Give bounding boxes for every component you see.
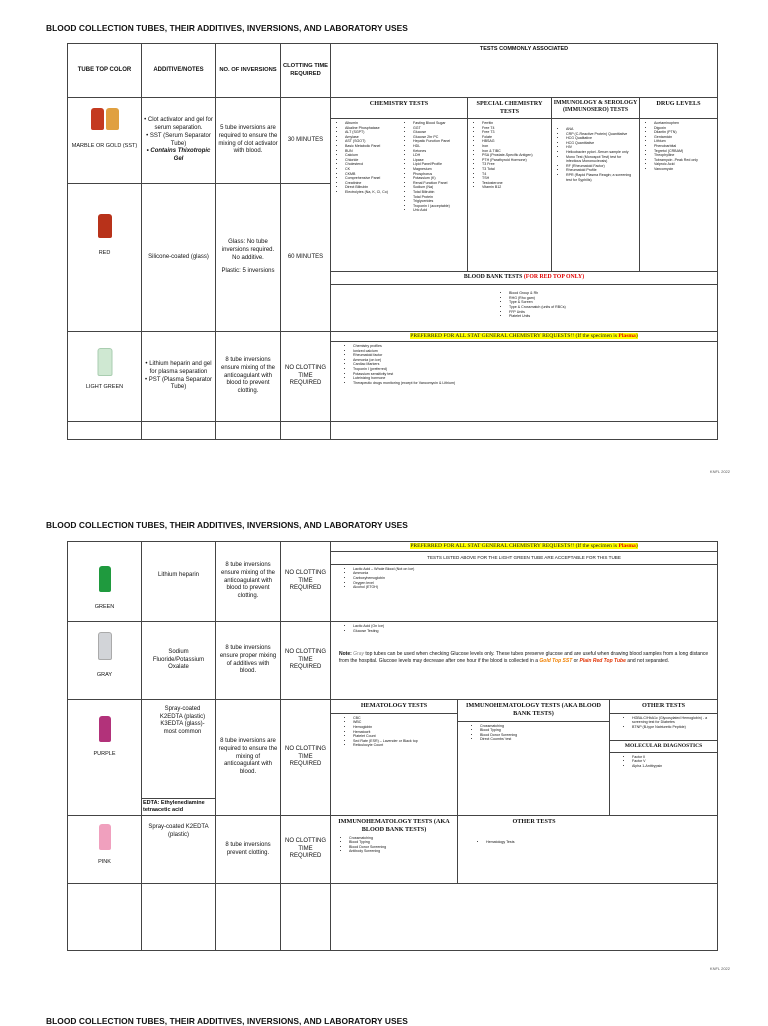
gold-tube-image <box>91 108 119 130</box>
hema-item: • WBC <box>353 720 457 725</box>
immuno-item: • HCG Qualitative <box>566 136 637 141</box>
special-chem-item: • Ferritin <box>482 121 549 126</box>
col-header-additive: ADDITIVE/NOTES <box>142 44 216 98</box>
page3-title: BLOOD COLLECTION TUBES, THEIR ADDITIVES, INVERSIONS, AND LABORATORY USES <box>46 1016 408 1026</box>
marble-tube-cap <box>91 108 104 130</box>
green-test-item: • Alcohol (ETOH) <box>353 585 717 590</box>
chem-test-item: • Amylase <box>345 135 397 140</box>
lightgreen-preferred-plasma: Plasma <box>618 333 636 339</box>
chem-test-item: • LDH <box>413 153 465 158</box>
chem-test-item: • AST (SGOT) <box>345 139 397 144</box>
immuno-item: • RF (Rheumatoid Factor) <box>566 164 637 169</box>
chem-test-item: • Albumin <box>345 121 397 126</box>
additive-gray: Sodium Fluoride/Potassium Oxalate <box>142 622 216 700</box>
page2-title: BLOOD COLLECTION TUBES, THEIR ADDITIVES, INVERSIONS, AND LABORATORY USES <box>46 520 408 530</box>
drug-item: • Lithium <box>654 139 715 144</box>
chem-test-item: • ALT (SGPT) <box>345 130 397 135</box>
chem-test-item: • Sodium (Na) <box>413 185 465 190</box>
col-header-tube: TUBE TOP COLOR <box>68 44 142 98</box>
pink-other-title: OTHER TESTS <box>512 818 556 825</box>
additive-gold-line2: • SST (Serum Separator Tube) <box>146 132 211 147</box>
special-chem-item: • T3 Total <box>482 167 549 172</box>
red-tube-cap <box>98 214 112 238</box>
p1-empty-2 <box>142 422 216 440</box>
pink-immuno-item: • Crossmatching <box>349 836 457 841</box>
tests-commonly-associated: TESTS COMMONLY ASSOCIATED <box>479 46 569 52</box>
bloodbank-item: • Platelet Units <box>509 314 717 319</box>
tube-name-purple: PURPLE <box>93 751 116 757</box>
gray-note-gray: Gray <box>353 651 365 658</box>
chem-test-item: • Uric Acid <box>413 208 465 213</box>
chem-test-item: • Glucose 2hr PC <box>413 135 465 140</box>
clot-lightgreen: NO CLOTTING TIME REQUIRED <box>281 332 331 422</box>
gray-note-label: Note: <box>339 651 352 658</box>
green-preferred-text: PREFERRED FOR ALL STAT GENERAL CHEMISTRY REQUESTS!! (If the specimen is <box>410 543 619 549</box>
drug-item: • Acetaminophen <box>654 121 715 126</box>
chem-list-1 <box>335 121 397 195</box>
immuno-item: • HCG Quantitative <box>566 141 637 146</box>
inversions-pink: 8 tube inversions prevent clotting. <box>216 816 281 884</box>
inversions-gold: 5 tube inversions are required to ensure the mixing of clot activator with blood. <box>216 98 281 184</box>
col-header-inversions: NO. OF INVERSIONS <box>216 44 281 98</box>
immuno-item: • Helicobacter pylori -Serum sample only <box>566 150 637 155</box>
drug-item: • Phenobarbital <box>654 144 715 149</box>
green-test-item: • Oxygen level <box>353 581 717 586</box>
gray-note-or: or <box>572 657 580 664</box>
pink-immuno-title: IMMUNOHEMATOLOGY TESTS (AKA BLOOD BANK TESTS) <box>338 818 450 833</box>
bloodbank-title-text: BLOOD BANK TESTS <box>463 274 523 280</box>
drug-title: DRUG LEVELS <box>640 98 717 119</box>
gray-test-item: • Glucose Testing <box>353 629 717 634</box>
clot-pink: NO CLOTTING TIME REQUIRED <box>281 816 331 884</box>
page1-title: BLOOD COLLECTION TUBES, THEIR ADDITIVES, INVERSIONS, AND LABORATORY USES <box>46 23 408 33</box>
additive-purple <box>142 700 216 816</box>
chem-tests-title: CHEMISTRY TESTS <box>331 98 467 119</box>
green-test-item: • Carboxyhemoglobin <box>353 576 717 581</box>
special-chem-item: • Free T4 <box>482 126 549 131</box>
green-preferred-highlight <box>410 543 637 549</box>
pink-immuno-item: • Blood Typing <box>349 840 457 845</box>
chem-test-item: • Electrolytes (Na, K, Cl, Co) <box>345 190 397 195</box>
col-header-clotting: CLOTTING TIME REQUIRED <box>281 44 331 98</box>
immuno-item: • Mono Test (Monospot Test) test for infectious Mononucleosis) <box>566 155 637 164</box>
gray-test-item: • Lactic Acid (On Ice) <box>353 624 717 629</box>
tube-name-gray: GRAY <box>96 672 113 678</box>
chem-test-item: • HDL <box>413 144 465 149</box>
p2-empty-3 <box>216 884 281 951</box>
chem-tests-cell <box>331 98 468 272</box>
inversions-gray: 8 tube inversions ensure proper mixing of additives with blood. <box>216 622 281 700</box>
green-test-item: • Lactic Acid – Whole Blood (Not on Ice) <box>353 567 717 572</box>
inversions-lightgreen: 8 tube inversions ensure mixing of the anticoagulant with blood to prevent clotting. <box>216 332 281 422</box>
p1-empty-4 <box>281 422 331 440</box>
molecular-item: • Alpha 1-Antitrypsin <box>632 764 717 769</box>
purple-other-list <box>622 716 715 730</box>
drug-list <box>644 121 715 172</box>
chem-test-item: • Alkaline Phosphatase <box>345 126 397 131</box>
lightgreen-test-item: • Troponin I (preferred) <box>353 367 717 372</box>
drug-item: • Theophylline <box>654 153 715 158</box>
tube-name-red: RED <box>98 250 111 256</box>
additive-gold-line3: • Contains Thixotropic Gel <box>146 148 211 163</box>
chem-test-item: • Fasting Blood Sugar <box>413 121 465 126</box>
page2-table <box>67 541 718 951</box>
molecular-list <box>622 755 717 769</box>
hema-title: HEMATOLOGY TESTS <box>331 700 457 714</box>
inversions-purple: 8 tube inversions are required to ensure the mixing of anticoagulant with blood. <box>216 700 281 816</box>
tube-cell-red <box>68 184 142 332</box>
page2-footer: KNFL 2022 <box>709 966 730 971</box>
immuno-item: • CRP (C-Reactive Protein) Quantitative <box>566 132 637 137</box>
pink-immuno-item: • Antibody Screening <box>349 849 457 854</box>
clot-red: 60 MINUTES <box>281 184 331 332</box>
inversions-red <box>216 184 281 332</box>
hema-cell <box>331 700 458 816</box>
clot-purple: NO CLOTTING TIME REQUIRED <box>281 700 331 816</box>
immuno-list <box>556 127 637 182</box>
edta-note: EDTA: Ethylenediamine tetraacetic acid <box>142 798 215 815</box>
additive-gold-line1: • Clot activator and gel for serum separation. <box>144 117 213 131</box>
chem-test-item: • Phosphorus <box>413 172 465 177</box>
tube-cell-purple <box>68 700 142 816</box>
inversions-green: 8 tube inversions ensure mixing of the anticoagulant with blood to prevent clotting. <box>216 542 281 622</box>
molecular-title: MOLECULAR DIAGNOSTICS <box>610 740 717 753</box>
gold-tube-cap <box>106 108 119 130</box>
pink-immuno-list <box>339 836 457 854</box>
green-tests-cell <box>331 542 718 622</box>
lightgreen-tests-list <box>343 344 717 385</box>
chem-test-item: • CK <box>345 167 397 172</box>
special-chem-cell <box>468 98 552 272</box>
bloodbank-item: • RHG (Rho gam) <box>509 296 717 301</box>
special-chem-item: • Iron <box>482 144 549 149</box>
hema-item: • Reticulocyte Count <box>353 743 457 748</box>
chem-test-item: • Hepatic Function Panel <box>413 139 465 144</box>
lightgreen-test-item: • Ammonia (on ice) <box>353 358 717 363</box>
hema-item: • Sed Rate (ESR) – Lavender or Black top <box>353 739 457 744</box>
p1-empty-5 <box>331 422 718 440</box>
bloodbank-item: • Blood Group & Rh <box>509 291 717 296</box>
special-chem-item: • PSA (Prostate-Specific Antigen) <box>482 153 549 158</box>
immuno-item: • Rheumatoid Profile <box>566 168 637 173</box>
drug-cell <box>640 98 718 272</box>
chem-test-item: • Creatinine <box>345 181 397 186</box>
special-chem-item: • TSH <box>482 176 549 181</box>
gray-note-end: and not separated. <box>625 657 669 664</box>
drug-item: • Gentamicin <box>654 135 715 140</box>
hema-item: • Hematocrit <box>353 730 457 735</box>
chem-test-item: • Total Bilirubin <box>413 190 465 195</box>
purple-immuno-item: • Blood Donor Screening <box>480 733 609 738</box>
gray-tests-list <box>343 624 717 633</box>
p2-empty-2 <box>142 884 216 951</box>
immuno-cell <box>552 98 640 272</box>
p1-empty-3 <box>216 422 281 440</box>
drug-item: • Valproic Acid <box>654 162 715 167</box>
special-chem-item: • Free T3 <box>482 130 549 135</box>
special-chem-item: • Folate <box>482 135 549 140</box>
chem-test-item: • Lipid Panel/Profile <box>413 162 465 167</box>
green-listed-above: TESTS LISTED ABOVE FOR THE LIGHT GREEN TUBE ARE ACCEPTABLE FOR THIS TUBE <box>331 552 717 565</box>
pink-immuno-cell <box>331 816 458 884</box>
bloodbank-item: • Type & Screen <box>509 300 717 305</box>
page1-table <box>67 43 718 440</box>
additive-lightgreen-line1: • Lithium heparin and gel for plasma separation <box>145 360 212 375</box>
tests-header <box>331 44 718 98</box>
lightgreen-test-item: • Cardiac Markers <box>353 362 717 367</box>
page1-footer: KNFL 2022 <box>709 469 730 474</box>
chem-test-item: • Ketones <box>413 149 465 154</box>
pink-tube-cap <box>99 824 111 850</box>
tube-name-pink: PINK <box>98 859 111 865</box>
gray-tests-cell <box>331 622 718 700</box>
inversions-red-plastic: Plastic: 5 inversions <box>221 268 275 275</box>
special-chem-title: SPECIAL CHEMISTRY TESTS <box>468 98 551 119</box>
drug-item: • Tegretol (CRBAM) <box>654 149 715 154</box>
chem-test-item: • Glucose <box>413 130 465 135</box>
chem-test-item: • Direct Bilirubin <box>345 185 397 190</box>
lightgreen-test-item: • Rheumatoid factor <box>353 353 717 358</box>
clot-gold: 30 MINUTES <box>281 98 331 184</box>
lightgreen-preferred-text: PREFERRED FOR ALL STAT GENERAL CHEMISTRY REQUESTS!! (If the specimen is <box>410 333 619 339</box>
green-preferred-plasma: Plasma <box>618 543 636 549</box>
tube-name-green: GREEN <box>94 604 115 610</box>
lightgreen-preferred-highlight <box>410 333 637 339</box>
drug-item: • Dilantin (PTN) <box>654 130 715 135</box>
special-chem-item: • T3 Free <box>482 162 549 167</box>
drug-item: • Vancomycin <box>654 167 715 172</box>
hema-item: • CBC <box>353 716 457 721</box>
gray-note-text: top tubes can be used when checking Glucose levels only. These tubes preserve glucose and are useful when drawing blood samples from a long distance from the hospital. Glucose levels may decrease after one hour if the blood is collected in a <box>339 651 709 664</box>
drug-item: • Tobramycin -Peak Red only <box>654 158 715 163</box>
chem-test-item: • Magnesium <box>413 167 465 172</box>
special-chem-list <box>472 121 549 190</box>
bloodbank-cell <box>331 272 718 332</box>
p1-empty-1 <box>68 422 142 440</box>
lightgreen-test-item: • Therapeutic drugs monitoring (except for Vancomycin & Lithium) <box>353 381 717 386</box>
special-chem-item: • Vitamin B12 <box>482 185 549 190</box>
tube-name-gold: MARBLE OR GOLD (SST) <box>71 143 138 149</box>
chem-list-2 <box>403 121 465 213</box>
chem-test-item: • Cholesterol <box>345 162 397 167</box>
lightgreen-test-item: • Ionized calcium <box>353 349 717 354</box>
tube-cell-pink <box>68 816 142 884</box>
purple-immuno-item: • Blood Typing <box>480 728 609 733</box>
tube-cell-gray <box>68 622 142 700</box>
chem-test-item: • GGT <box>413 126 465 131</box>
pink-immuno-item: • Blood Donor Screening <box>349 845 457 850</box>
p2-empty-5 <box>331 884 718 951</box>
purple-tube-cap <box>99 716 111 742</box>
chem-test-item: • Chloride <box>345 158 397 163</box>
green-tube-cap <box>99 566 111 592</box>
purple-other-cell <box>610 700 718 816</box>
immuno-item: • RPR (Rapid Plasma Reagin; a screening test for Syphilis) <box>566 173 637 182</box>
bloodbank-item: • FFP Units <box>509 310 717 315</box>
purple-immuno-title: IMMUNOHEMATOLOGY TESTS (AKA BLOOD BANK TESTS) <box>458 700 609 722</box>
green-preferred-end: ) <box>635 543 638 549</box>
tube-cell-green <box>68 542 142 622</box>
immuno-item: • ANA <box>566 127 637 132</box>
bloodbank-red-only: (FOR RED TOP ONLY) <box>523 274 585 280</box>
chem-test-item: • Troponin I (acceptable) <box>413 204 465 209</box>
additive-green: Lithium heparin <box>142 542 216 622</box>
lightgreen-test-item: • Chemistry profiles <box>353 344 717 349</box>
chem-test-item: • Calcium <box>345 153 397 158</box>
lightgreen-preferred-end: ) <box>635 333 638 339</box>
p2-empty-1 <box>68 884 142 951</box>
chem-test-item: • Potassium (K) <box>413 176 465 181</box>
purple-immuno-list <box>470 724 609 742</box>
gray-note-sst: Gold Top SST <box>539 657 573 664</box>
lightgreen-preferred <box>331 332 717 342</box>
chem-test-item: • BUN <box>345 149 397 154</box>
immuno-title: IMMUNOLOGY & SEROLOGY (IMMUNOSERO) TESTS <box>552 98 639 119</box>
tube-cell-lightgreen <box>68 332 142 422</box>
lightgreen-test-item: • Potassium sensitivity test <box>353 372 717 377</box>
tube-cell-gold <box>68 98 142 184</box>
inversions-red-glass: Glass: No tube inversions required. No additive. <box>221 238 275 261</box>
molecular-item: • Factor V <box>632 759 717 764</box>
drug-item: • Digoxin <box>654 126 715 131</box>
purple-other-title: OTHER TESTS <box>610 700 717 714</box>
chem-test-item: • Triglycerides <box>413 199 465 204</box>
chem-test-item: • Comprehensive Panel <box>345 176 397 181</box>
purple-immuno-cell <box>458 700 610 816</box>
lightgreen-tube-cap <box>97 348 112 376</box>
clot-green: NO CLOTTING TIME REQUIRED <box>281 542 331 622</box>
lightgreen-tests-cell <box>331 332 718 422</box>
chem-test-item: • CKMB <box>345 172 397 177</box>
chem-test-item: • Total Protein <box>413 195 465 200</box>
bloodbank-list <box>499 291 717 319</box>
hema-item: • Hemoglobin <box>353 725 457 730</box>
special-chem-item: • Testosterone <box>482 181 549 186</box>
special-chem-item: • PTH (Parathyroid Hormone) <box>482 158 549 163</box>
gray-note-red: Plain Red Top Tube <box>579 657 626 664</box>
additive-lightgreen-line2: • PST (Plasma Separator Tube) <box>144 376 213 391</box>
hema-list <box>343 716 457 748</box>
lightgreen-test-item: • Luteinizing hormone <box>353 376 717 381</box>
gray-note <box>331 633 717 665</box>
chem-test-item: • Basic Metabolic Panel <box>345 144 397 149</box>
bloodbank-title <box>331 272 717 285</box>
immuno-item: • HIV <box>566 145 637 150</box>
purple-other-item: • HGBA-C/HbA1c (Glycosylated Hemoglobin) - a screening test for Diabetes <box>632 716 715 725</box>
additive-purple-line2: K3EDTA (glass)- most common <box>160 721 205 735</box>
molecular-item: • Factor II <box>632 755 717 760</box>
clot-gray: NO CLOTTING TIME REQUIRED <box>281 622 331 700</box>
green-tests-list <box>343 567 717 590</box>
bloodbank-item: • Type & Crossmatch (units of RBCs) <box>509 305 717 310</box>
pink-other-list <box>476 840 717 845</box>
additive-red: Silicone-coated (glass) <box>142 184 216 332</box>
special-chem-item: • Iron & TIBC <box>482 149 549 154</box>
special-chem-item: • HBSAG <box>482 139 549 144</box>
gray-tube-cap <box>98 632 112 660</box>
green-preferred <box>331 542 717 552</box>
special-chem-item: • T4 <box>482 172 549 177</box>
tube-name-lightgreen: LIGHT GREEN <box>85 384 124 390</box>
additive-pink: Spray-coated K2EDTA (plastic) <box>142 816 216 884</box>
additive-gold <box>142 98 216 184</box>
additive-lightgreen <box>142 332 216 422</box>
pink-other-item: • Hematology Tests <box>486 840 717 845</box>
p2-empty-4 <box>281 884 331 951</box>
pink-other-cell <box>458 816 718 884</box>
purple-immuno-item: • Direct Coombs' test <box>480 737 609 742</box>
purple-other-item: • BTNP (B-type Natriuretic Peptide) <box>632 725 715 730</box>
purple-immuno-item: • Crossmatching <box>480 724 609 729</box>
additive-purple-line1: Spray-coated K2EDTA (plastic) <box>159 706 206 720</box>
chem-test-item: • Lipase <box>413 158 465 163</box>
chem-test-item: • Renal Function Panel <box>413 181 465 186</box>
hema-item: • Platelet Count <box>353 734 457 739</box>
green-test-item: • Ammonia <box>353 571 717 576</box>
